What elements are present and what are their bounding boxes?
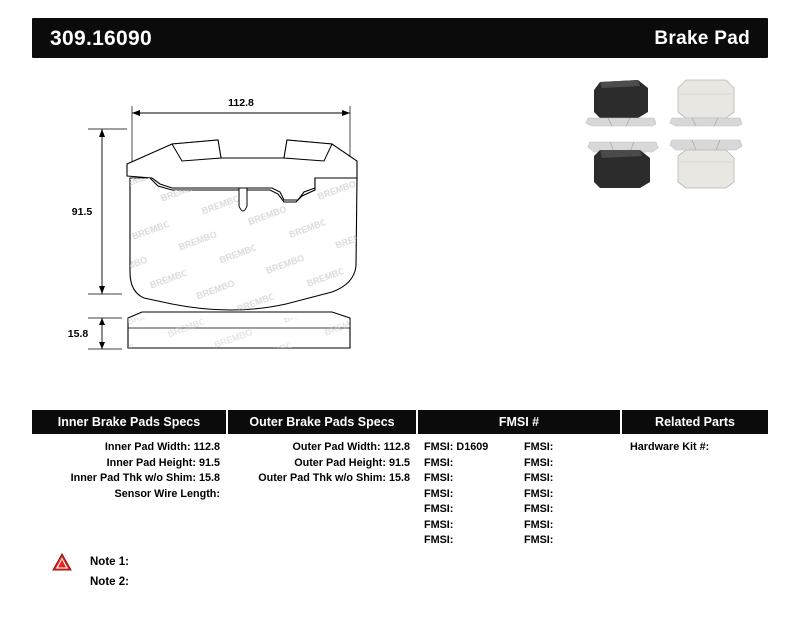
fmsi-row-6-left <box>424 533 524 549</box>
product-photos-svg <box>578 74 768 214</box>
fmsi-label: FMSI: <box>524 534 554 546</box>
product-photos <box>578 74 768 214</box>
fmsi-row-2-right <box>524 471 624 487</box>
fmsi-label: FMSI: <box>424 472 454 484</box>
spec-outer-pad-width: Outer Pad Width: 112.8 <box>292 441 410 453</box>
header-bar <box>32 18 768 58</box>
technical-drawing <box>32 66 572 386</box>
fmsi-row-0-right <box>524 440 624 456</box>
dimension-width-label: 112.8 <box>228 97 254 109</box>
fmsi-label: FMSI: <box>524 487 554 500</box>
spec-inner-pad-thickness: Inner Pad Thk w/o Shim: 15.8 <box>70 472 220 484</box>
brake-pad-drawing-svg <box>32 66 572 386</box>
spec-outer-pad-thickness: Outer Pad Thk w/o Shim: 15.8 <box>258 472 410 484</box>
spec-inner-pad-width: Inner Pad Width: 112.8 <box>104 441 220 453</box>
fmsi-grid <box>424 440 622 549</box>
fmsi-cell <box>418 440 622 549</box>
column-header-fmsi: FMSI # <box>418 410 622 434</box>
fmsi-label: FMSI: <box>524 472 554 484</box>
fmsi-row-6-right <box>524 533 624 549</box>
spec-outer-pad-height: Outer Pad Height: 91.5 <box>294 456 410 469</box>
fmsi-row-4-left <box>424 502 524 518</box>
photo-pad-inner-dark <box>586 80 656 126</box>
spec-inner-pad-height: Inner Pad Height: 91.5 <box>106 456 220 469</box>
document-type-label: Brake Pad <box>654 28 750 49</box>
fmsi-label: FMSI: <box>424 503 454 515</box>
fmsi-label: FMSI: <box>524 441 554 453</box>
fmsi-row-3-right <box>524 487 624 503</box>
fmsi-label: FMSI: <box>424 487 454 500</box>
photo-pad-outer-light <box>670 80 742 126</box>
note-2-label: Note 2: <box>90 576 129 588</box>
fmsi-row-2-left <box>424 471 524 487</box>
note-row-1 <box>52 552 352 572</box>
column-header-inner: Inner Brake Pads Specs <box>32 410 228 434</box>
page-title: 309.16090 <box>50 27 152 50</box>
fmsi-row-1-left <box>424 456 524 472</box>
column-header-outer: Outer Brake Pads Specs <box>228 410 418 434</box>
spec-sensor-wire-length: Sensor Wire Length: <box>114 487 220 500</box>
photo-backing-plate-right <box>670 140 742 188</box>
outer-specs-cell <box>228 440 418 549</box>
spec-hardware-kit: Hardware Kit #: <box>630 441 710 453</box>
fmsi-label: FMSI: <box>524 503 554 515</box>
fmsi-row-5-left <box>424 518 524 534</box>
fmsi-label: FMSI: <box>524 456 554 469</box>
fmsi-label: FMSI: <box>524 518 554 531</box>
inner-specs-cell <box>32 440 228 549</box>
note-1-label: Note 1: <box>90 556 129 568</box>
notes-section <box>52 552 352 592</box>
fmsi-label: FMSI: <box>424 534 454 546</box>
fmsi-row-0-left <box>424 440 524 456</box>
specs-table-header <box>32 410 768 434</box>
fmsi-row-4-right <box>524 502 624 518</box>
specs-table <box>32 410 768 549</box>
photo-backing-plate-left <box>588 142 658 188</box>
fmsi-row-1-right <box>524 456 624 472</box>
note-row-2 <box>52 572 352 592</box>
column-header-related-parts: Related Parts <box>655 415 735 429</box>
pad-front-view <box>127 140 357 310</box>
dimension-thickness-label: 15.8 <box>67 328 89 340</box>
fmsi-value: D1609 <box>456 441 489 453</box>
pad-side-view <box>128 312 350 348</box>
specs-table-body <box>32 434 768 549</box>
fmsi-label: FMSI: <box>424 456 454 469</box>
fmsi-row-3-left <box>424 487 524 503</box>
dimension-height-label: 91.5 <box>71 206 93 218</box>
fmsi-row-5-right <box>524 518 624 534</box>
fmsi-label: FMSI: <box>424 518 454 531</box>
fmsi-label: FMSI: <box>424 441 454 453</box>
related-parts-cell <box>622 440 768 549</box>
warning-icon <box>52 553 72 571</box>
